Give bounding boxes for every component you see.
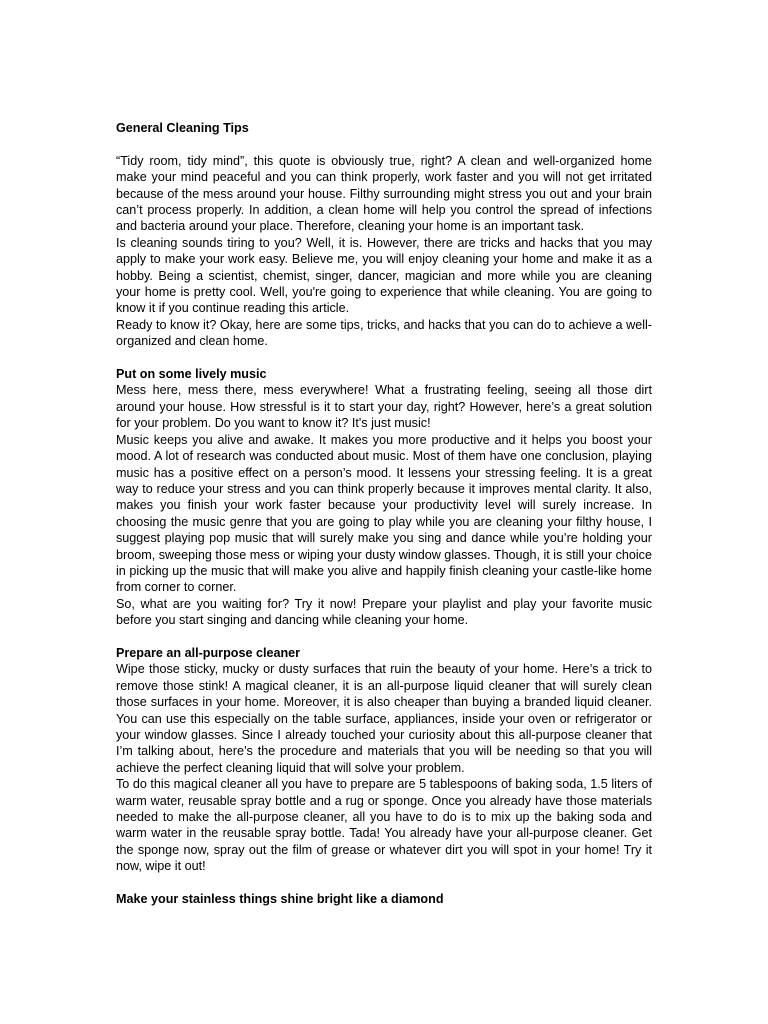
- document-body: [116, 120, 652, 907]
- section-paragraph: Wipe those sticky, mucky or dusty surfaces that ruin the beauty of your home. Here’s a trick to remove those stink! A magical cleaner, it is an all-purpose liquid cleaner that will surely clean those surfaces in your home. Moreover, it is also cheaper than buying a branded liquid cleaner. You can use this especially on the table surface, appliances, inside your oven or refrigerator or your window glasses. Since I already touched your curiosity about this all-purpose cleaner that I’m talking about, here’s the procedure and materials that you will be needing so that you will achieve the perfect cleaning liquid that will solve your problem.: [116, 662, 652, 775]
- intro-paragraph: Is cleaning sounds tiring to you? Well, it is. However, there are tricks and hacks that you may apply to make your work easy. Believe me, you will enjoy cleaning your home and make it as a hobby. Being a scientist, chemist, singer, dancer, magician and more while you are cleaning your home is pretty cool. Well, you're going to experience that while cleaning. You are going to know it if you continue reading this article.: [116, 235, 652, 316]
- section-heading-stainless: Make your stainless things shine bright like a diamond: [116, 892, 444, 907]
- section-heading-music: Put on some lively music: [116, 367, 267, 382]
- section-paragraph: To do this magical cleaner all you have to prepare are 5 tablespoons of baking soda, 1.5 liters of warm water, reusable spray bottle and a rug or sponge. Once you already have those materials needed to make the all-purpose cleaner, all you have to do is to mix up the baking soda and warm water in the reusable spray bottle. Tada! You already have your all-purpose cleaner. Get the sponge now, spray out the film of grease or whatever dirt you will spot in your home! Try it now, wipe it out!: [116, 777, 652, 874]
- spacer: [116, 350, 652, 366]
- section-paragraph: So, what are you waiting for? Try it now! Prepare your playlist and play your favorite music before you start singing and dancing while cleaning your home.: [116, 596, 652, 628]
- section-paragraph: Mess here, mess there, mess everywhere! What a frustrating feeling, seeing all those dirt around your house. How stressful is it to start your day, right? However, here’s a great solution for your problem. Do you want to know it? It's just music!: [116, 383, 652, 431]
- intro-paragraph: “Tidy room, tidy mind”, this quote is obviously true, right? A clean and well-organized home make your mind peaceful and you can think properly, work faster and you will not get irritated because of the mess around your house. Filthy surrounding might stress you out and your brain can’t process properly. In addition, a clean home will help you control the spread of infections and bacteria around your place. Therefore, cleaning your home is an important task.: [116, 153, 652, 234]
- intro-paragraph: Ready to know it? Okay, here are some tips, tricks, and hacks that you can do to achieve a well-organized and clean home.: [116, 317, 652, 349]
- section-heading-cleaner: Prepare an all-purpose cleaner: [116, 645, 301, 660]
- document-title: General Cleaning Tips: [116, 121, 249, 135]
- spacer: [116, 136, 652, 152]
- spacer: [116, 629, 652, 645]
- section-paragraph: Music keeps you alive and awake. It makes you more productive and it helps you boost your mood. A lot of research was conducted about music. Most of them have one conclusion, playing music has a positive effect on a person’s mood. It lessens your stressing feeling. It is a great way to reduce your stress and you can think properly because it improves mental clarity. It also, makes you finish your work faster because your productivity level will surely increase. In choosing the music genre that you are going to play while you are cleaning your filthy house, I suggest playing pop music that will surely make you sing and dance while you’re holding your broom, sweeping those mess or wiping your dusty window glasses. Though, it is still your choice in picking up the music that will make you alive and happily finish cleaning your castle-like home from corner to corner.: [116, 432, 652, 595]
- spacer: [116, 875, 652, 891]
